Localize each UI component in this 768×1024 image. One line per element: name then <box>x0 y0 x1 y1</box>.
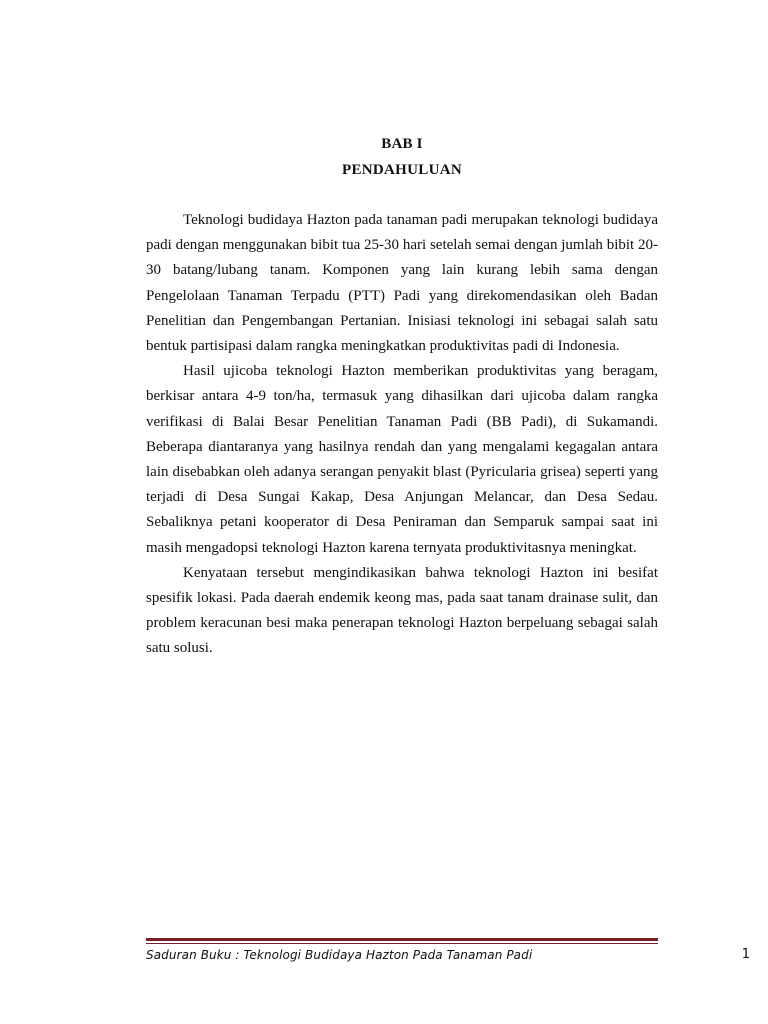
body-text <box>146 208 658 662</box>
footer-text: Saduran Buku : Teknologi Budidaya Hazton Pada Tanaman Padi <box>146 948 533 962</box>
chapter-number: BAB I <box>381 136 423 152</box>
paragraph-1: Teknologi budidaya Hazton pada tanaman padi merupakan teknologi budidaya padi dengan menggunakan bibit tua 25-30 hari setelah semai dengan jumlah bibit 20-30 batang/lubang tanam. Komponen yang lain kurang lebih sama dengan Pengelolaan Tanaman Terpadu (PTT) Padi yang direkomendasikan oleh Badan Penelitian dan Pengembangan Pertanian. Inisiasi teknologi ini sebagai salah satu bentuk partisipasi dalam rangka meningkatkan produktivitas padi di Indonesia. <box>146 212 658 355</box>
chapter-title: PENDAHULUAN <box>342 162 462 178</box>
footer-divider-thick <box>146 938 658 941</box>
footer-divider-thin <box>146 943 658 944</box>
paragraph-2: Hasil ujicoba teknologi Hazton memberikan produktivitas yang beragam, berkisar antara 4-9 ton/ha, termasuk yang dihasilkan dari ujicoba dalam rangka verifikasi di Balai Besar Penelitian Tanaman Padi (BB Padi), di Sukamandi. Beberapa diantaranya yang hasilnya rendah dan yang mengalami kegagalan antara lain disebabkan oleh adanya serangan penyakit blast (Pyricularia grisea) seperti yang terjadi di Desa Sungai Kakap, Desa Anjungan Melancar, dan Desa Sedau. Sebaliknya petani kooperator di Desa Peniraman dan Semparuk sampai saat ini masih mengadopsi teknologi Hazton karena ternyata produktivitasnya meningkat. <box>146 363 658 556</box>
footer-divider <box>146 938 658 944</box>
paragraph-3: Kenyataan tersebut mengindikasikan bahwa teknologi Hazton ini besifat spesifik lokasi. Pada daerah endemik keong mas, pada saat tanam drainase sulit, dan problem keracunan besi maka penerapan teknologi Hazton berpeluang sebagai salah satu solusi. <box>146 564 658 657</box>
page-number: 1 <box>741 947 750 962</box>
